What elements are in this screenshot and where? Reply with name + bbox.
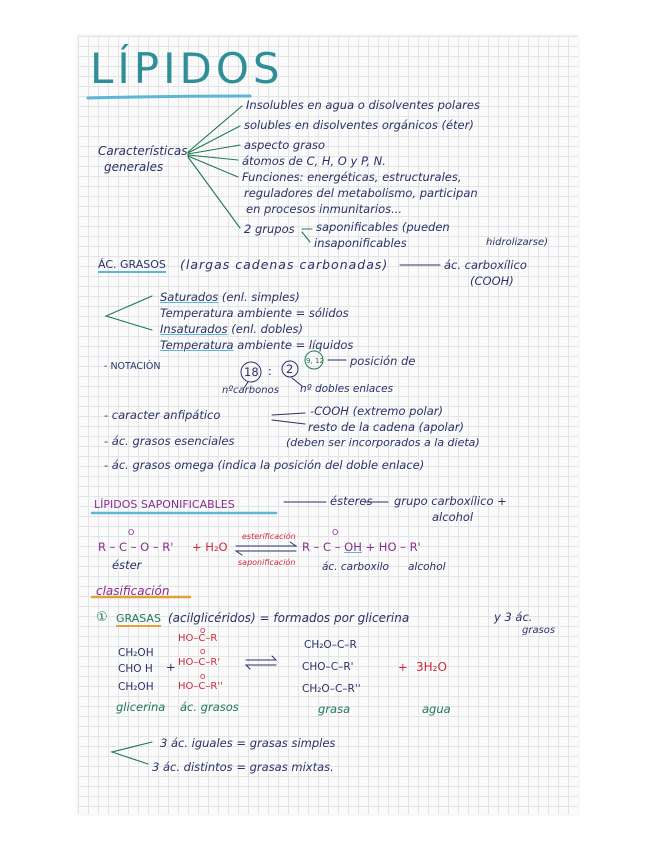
caracteristica-item: átomos de C, H, O y P, N. xyxy=(242,154,386,168)
oxygen-left: O xyxy=(128,528,135,537)
caracteristica-item: reguladores del metabolismo, participan xyxy=(244,186,478,200)
saponificacion-label: saponificación xyxy=(238,558,296,567)
acid-oxygen-2: O xyxy=(200,648,206,656)
acidos-grasos-def: (largas cadenas carbonadas) xyxy=(180,257,389,272)
water-plus: + xyxy=(398,660,408,674)
saponificables-heading: LÍPIDOS SAPONIFICABLES xyxy=(94,498,235,511)
grupo-saponificables: saponificables (pueden xyxy=(316,220,450,234)
caracteristica-item: aspecto graso xyxy=(244,138,326,152)
acidos-grasos-heading xyxy=(98,258,166,272)
notacion-2: 2 xyxy=(286,362,294,376)
grasas-mixtas: 3 ác. distintos = grasas mixtas. xyxy=(152,760,334,774)
caracteristicas-label-1: Características xyxy=(98,144,188,158)
esteres-label: ésteres xyxy=(330,494,373,508)
label-acidos-grasos: ác. grasos xyxy=(180,700,239,714)
grupo-alcohol: alcohol xyxy=(432,510,474,524)
hidrolizarse-text: hidrolizarse) xyxy=(486,237,549,248)
glicerina-line: CHO H xyxy=(118,663,153,675)
caracteristicas-label-2: generales xyxy=(104,160,164,174)
ester-label: éster xyxy=(112,558,142,572)
grasa-line: CH₂O–C–R xyxy=(304,639,357,651)
grasa-line: CHO–C–R' xyxy=(302,661,354,673)
saturados-label xyxy=(160,290,300,304)
insaturados-text: Insaturados xyxy=(160,322,228,336)
grupo-insaponificables: insaponificables xyxy=(314,236,407,250)
n-dobles-enlaces: nº dobles enlaces xyxy=(300,383,394,395)
saturados-text: Saturados xyxy=(160,290,219,304)
grasas-number: ① xyxy=(96,610,108,625)
acid-oxygen-1: O xyxy=(200,627,206,635)
insaturados-detail: (enl. dobles) xyxy=(231,322,304,336)
grasas-simples: 3 ác. iguales = grasas simples xyxy=(160,736,336,750)
temperatura-liquidos xyxy=(160,338,353,352)
oxygen-right: O xyxy=(332,528,339,537)
label-grasa: grasa xyxy=(318,702,351,716)
y-3-acidos: y 3 ác. xyxy=(494,610,533,624)
reaction-alcohol: + HO – R' xyxy=(365,540,421,554)
cooh-label: (COOH) xyxy=(470,274,514,288)
label-glicerina: glicerina xyxy=(116,700,166,714)
grasos-label: grasos xyxy=(522,625,556,636)
label-agua: agua xyxy=(422,702,451,716)
n-carbonos: nºcarbonos xyxy=(222,385,279,396)
caracter-anfipatico: - caracter anfipático xyxy=(104,408,221,422)
temperatura-liquidos-a: Temperatura xyxy=(160,338,234,352)
clasificacion-heading: clasificación xyxy=(96,584,170,598)
grasas-heading xyxy=(116,612,161,626)
notacion-18: 18 xyxy=(244,365,259,379)
reaction-ester: R – C – O – R' xyxy=(98,540,174,554)
insaturados-label xyxy=(160,322,303,336)
posicion-de: posición de xyxy=(350,354,416,368)
acido-carboxilico: ác. carboxílico xyxy=(444,258,527,272)
caracteristica-item: Funciones: energéticas, estructurales, xyxy=(242,170,462,184)
temperatura-liquidos-b: ambiente = líquidos xyxy=(237,338,354,352)
page-title: LÍPIDOS xyxy=(90,44,284,93)
grupo-carboxilico: grupo carboxílico + xyxy=(394,494,507,508)
notacion-superscript: 9, 12 xyxy=(306,357,324,365)
reaction-h2o: + H₂O xyxy=(192,540,228,554)
ac-carboxilo-label: ác. carboxilo xyxy=(322,561,389,573)
acid-line: HO–C–R' xyxy=(178,657,221,668)
acidos-esenciales-detail: (deben ser incorporados a la dieta) xyxy=(286,436,480,449)
anfipatico-arrows xyxy=(272,413,305,424)
title-underline xyxy=(88,96,250,98)
reaction-acid-oh: OH xyxy=(344,540,362,554)
temperatura-solidos: Temperatura ambiente = sólidos xyxy=(160,306,349,320)
acidos-grasos-heading-text: ÁC. GRASOS xyxy=(98,258,166,271)
acidos-omega: - ác. grasos omega (indica la posición del doble enlace) xyxy=(104,458,425,472)
acilgliceridos-def: (acilglicéridos) = formados por glicerina xyxy=(168,611,410,625)
caracteristica-item: solubles en disolventes orgánicos (éter) xyxy=(244,118,474,132)
glicerina-plus: + xyxy=(166,660,176,674)
grasas-branches xyxy=(112,742,152,764)
caracteristica-item: en procesos inmunitarios... xyxy=(246,202,403,216)
notacion-label: - NOTACIÓN xyxy=(104,361,161,372)
acid-line: HO–C–R xyxy=(178,633,218,644)
notacion-colon: : xyxy=(268,364,272,378)
glicerina-line: CH₂OH xyxy=(118,647,154,659)
alcohol-label: alcohol xyxy=(408,561,446,573)
resto-apolar: resto de la cadena (apolar) xyxy=(308,420,464,434)
grasas-equilibrium xyxy=(246,656,276,669)
cooh-polar: -COOH (extremo polar) xyxy=(310,404,443,418)
saturados-branches xyxy=(106,296,152,330)
esterificacion-label: esterificación xyxy=(242,532,296,541)
caracteristica-item: 2 grupos xyxy=(244,222,295,236)
acidos-esenciales: - ác. grasos esenciales xyxy=(104,434,235,448)
water-3h2o: 3H₂O xyxy=(416,660,447,674)
grasa-line: CH₂O–C–R'' xyxy=(302,683,361,695)
caracteristica-item: Insolubles en agua o disolventes polares xyxy=(246,98,480,112)
reaction-acid xyxy=(302,540,421,554)
acid-oxygen-3: O xyxy=(200,673,206,681)
reaction-acid-chain: R – C – xyxy=(302,540,341,554)
saturados-detail: (enl. simples) xyxy=(221,290,300,304)
grasas-text: GRASAS xyxy=(116,612,161,625)
acid-line: HO–C–R'' xyxy=(178,681,223,692)
glicerina-line: CH₂OH xyxy=(118,681,154,693)
